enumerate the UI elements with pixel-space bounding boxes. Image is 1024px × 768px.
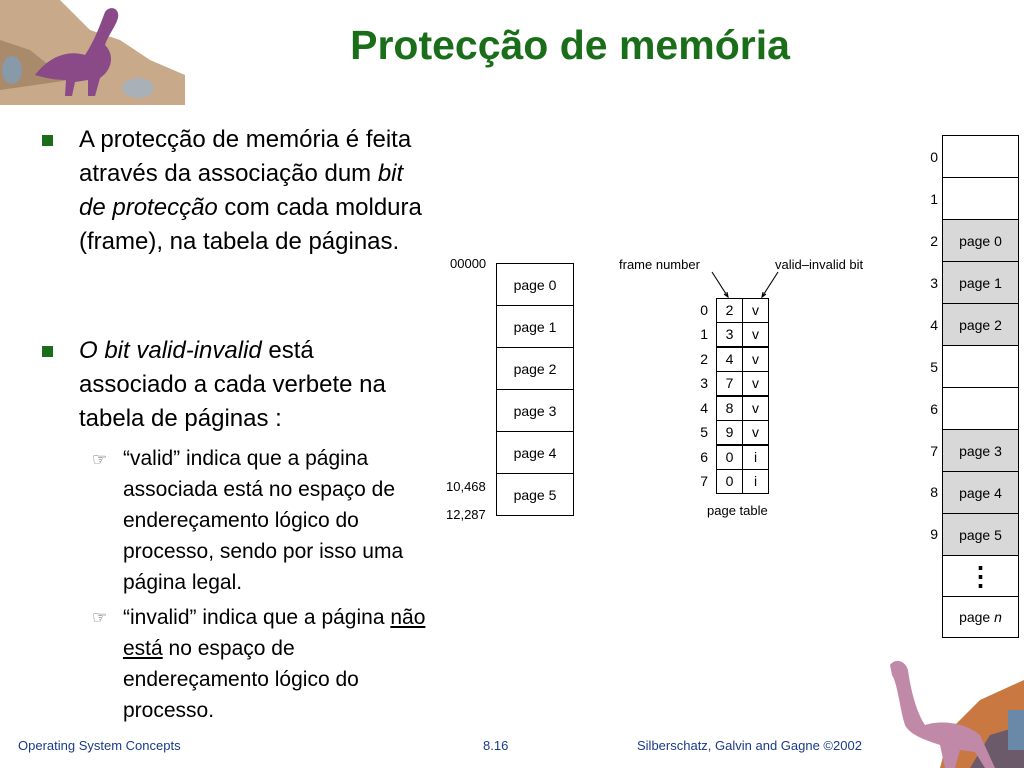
- frame-number-label: frame number: [619, 257, 700, 272]
- page-table-bit: v: [742, 396, 769, 421]
- page-table-frame: 8: [716, 396, 743, 421]
- page-table-frame: 2: [716, 298, 743, 323]
- page-table-frame: 7: [716, 371, 743, 396]
- logical-page-4: page 4: [496, 431, 574, 474]
- page-table-bit: v: [742, 347, 769, 372]
- page-table-index: 2: [700, 351, 708, 367]
- frame-0: [942, 135, 1019, 178]
- bullet-valid-invalid-italic: O bit valid-invalid: [79, 337, 262, 364]
- frame-5: [942, 345, 1019, 388]
- page-table-bit: v: [742, 322, 769, 347]
- frame-1: [942, 177, 1019, 220]
- logical-page-3: page 3: [496, 389, 574, 432]
- sub-bullet-invalid: [123, 602, 428, 726]
- frame-number: 3: [930, 275, 938, 291]
- sub-bullet-invalid-underline: não está: [123, 606, 426, 660]
- footer-page-number: 8.16: [483, 738, 509, 753]
- bullet-valid-invalid: [79, 334, 419, 436]
- address-end-label: 12,287: [446, 507, 486, 522]
- frame-7: page 3: [942, 429, 1019, 472]
- bullet-protection-text-1: A protecção de memória é feita através da associação dum: [79, 126, 412, 187]
- valid-invalid-label: valid–invalid bit: [775, 257, 864, 272]
- page-table-caption: page table: [707, 503, 768, 518]
- frame-4: page 2: [942, 303, 1019, 346]
- frame-number: 9: [930, 526, 938, 542]
- page-table-bit: v: [742, 298, 769, 323]
- address-mid-label: 10,468: [446, 479, 486, 494]
- bullet-square-icon: [42, 346, 53, 357]
- sub-bullet-invalid-text-2: no espaço de endereçamento lógico do processo.: [123, 637, 359, 722]
- bullet-protection-text-2: com cada moldura (frame), na tabela de páginas.: [79, 194, 422, 255]
- frame-6: [942, 387, 1019, 430]
- frame-number: 5: [930, 359, 938, 375]
- footer-right: Silberschatz, Galvin and Gagne ©2002: [637, 738, 862, 753]
- frame-page-n-italic: n: [994, 609, 1002, 625]
- page-table-index: 0: [700, 302, 708, 318]
- page-table-bit: v: [742, 371, 769, 396]
- frame-9: page 5: [942, 513, 1019, 556]
- page-table-frame: 0: [716, 445, 743, 470]
- page-table-index: 5: [700, 424, 708, 440]
- frame-page-n: [942, 596, 1019, 638]
- dinosaur-logo-bottom: [880, 640, 1024, 768]
- bullet-square-icon: [42, 135, 53, 146]
- page-table-index: 1: [700, 326, 708, 342]
- frame-number: 8: [930, 484, 938, 500]
- logical-page-0: page 0: [496, 263, 574, 306]
- page-title: Protecção de memória: [350, 22, 790, 68]
- sub-bullet-invalid-text-1: “invalid” indica que a página: [123, 606, 391, 629]
- sub-bullet-valid: “valid” indica que a página associada está no espaço de endereçamento lógico do processo, sendo por isso uma página legal.: [123, 447, 404, 594]
- bullet-valid-invalid-text: está associado a cada verbete na tabela de páginas :: [79, 337, 386, 432]
- frame-ellipsis: ⋮: [942, 555, 1019, 597]
- page-table-frame: 3: [716, 322, 743, 347]
- frame-3: page 1: [942, 261, 1019, 304]
- page-table-index: 6: [700, 449, 708, 465]
- page-table-frame: 9: [716, 420, 743, 445]
- frame-number: 7: [930, 443, 938, 459]
- logical-page-1: page 1: [496, 305, 574, 348]
- page-table-frame: 4: [716, 347, 743, 372]
- frame-2: page 0: [942, 219, 1019, 262]
- footer-left: Operating System Concepts: [18, 738, 181, 753]
- frame-number: 1: [930, 191, 938, 207]
- frame-number: 2: [930, 233, 938, 249]
- frame-page-n-prefix: page: [959, 609, 995, 625]
- page-table-index: 7: [700, 473, 708, 489]
- logical-page-5: page 5: [496, 473, 574, 516]
- logical-page-2: page 2: [496, 347, 574, 390]
- pointing-hand-icon: ☞: [92, 450, 108, 469]
- frame-number: 4: [930, 317, 938, 333]
- bullet-protection: [79, 123, 431, 259]
- address-start-label: 00000: [450, 256, 487, 271]
- dinosaur-logo-top: [0, 0, 190, 105]
- frame-number: 0: [930, 149, 938, 165]
- frame-8: page 4: [942, 471, 1019, 514]
- page-table-bit: i: [742, 445, 769, 470]
- page-table-frame: 0: [716, 469, 743, 494]
- page-table-bit: v: [742, 420, 769, 445]
- page-table-index: 4: [700, 400, 708, 416]
- page-table-index: 3: [700, 375, 708, 391]
- pointer-arrows: [700, 270, 790, 300]
- page-table-bit: i: [742, 469, 769, 494]
- bullet-protection-italic: bit de protecção: [79, 160, 404, 221]
- pointing-hand-icon: ☞: [92, 608, 108, 627]
- frame-number: 6: [930, 401, 938, 417]
